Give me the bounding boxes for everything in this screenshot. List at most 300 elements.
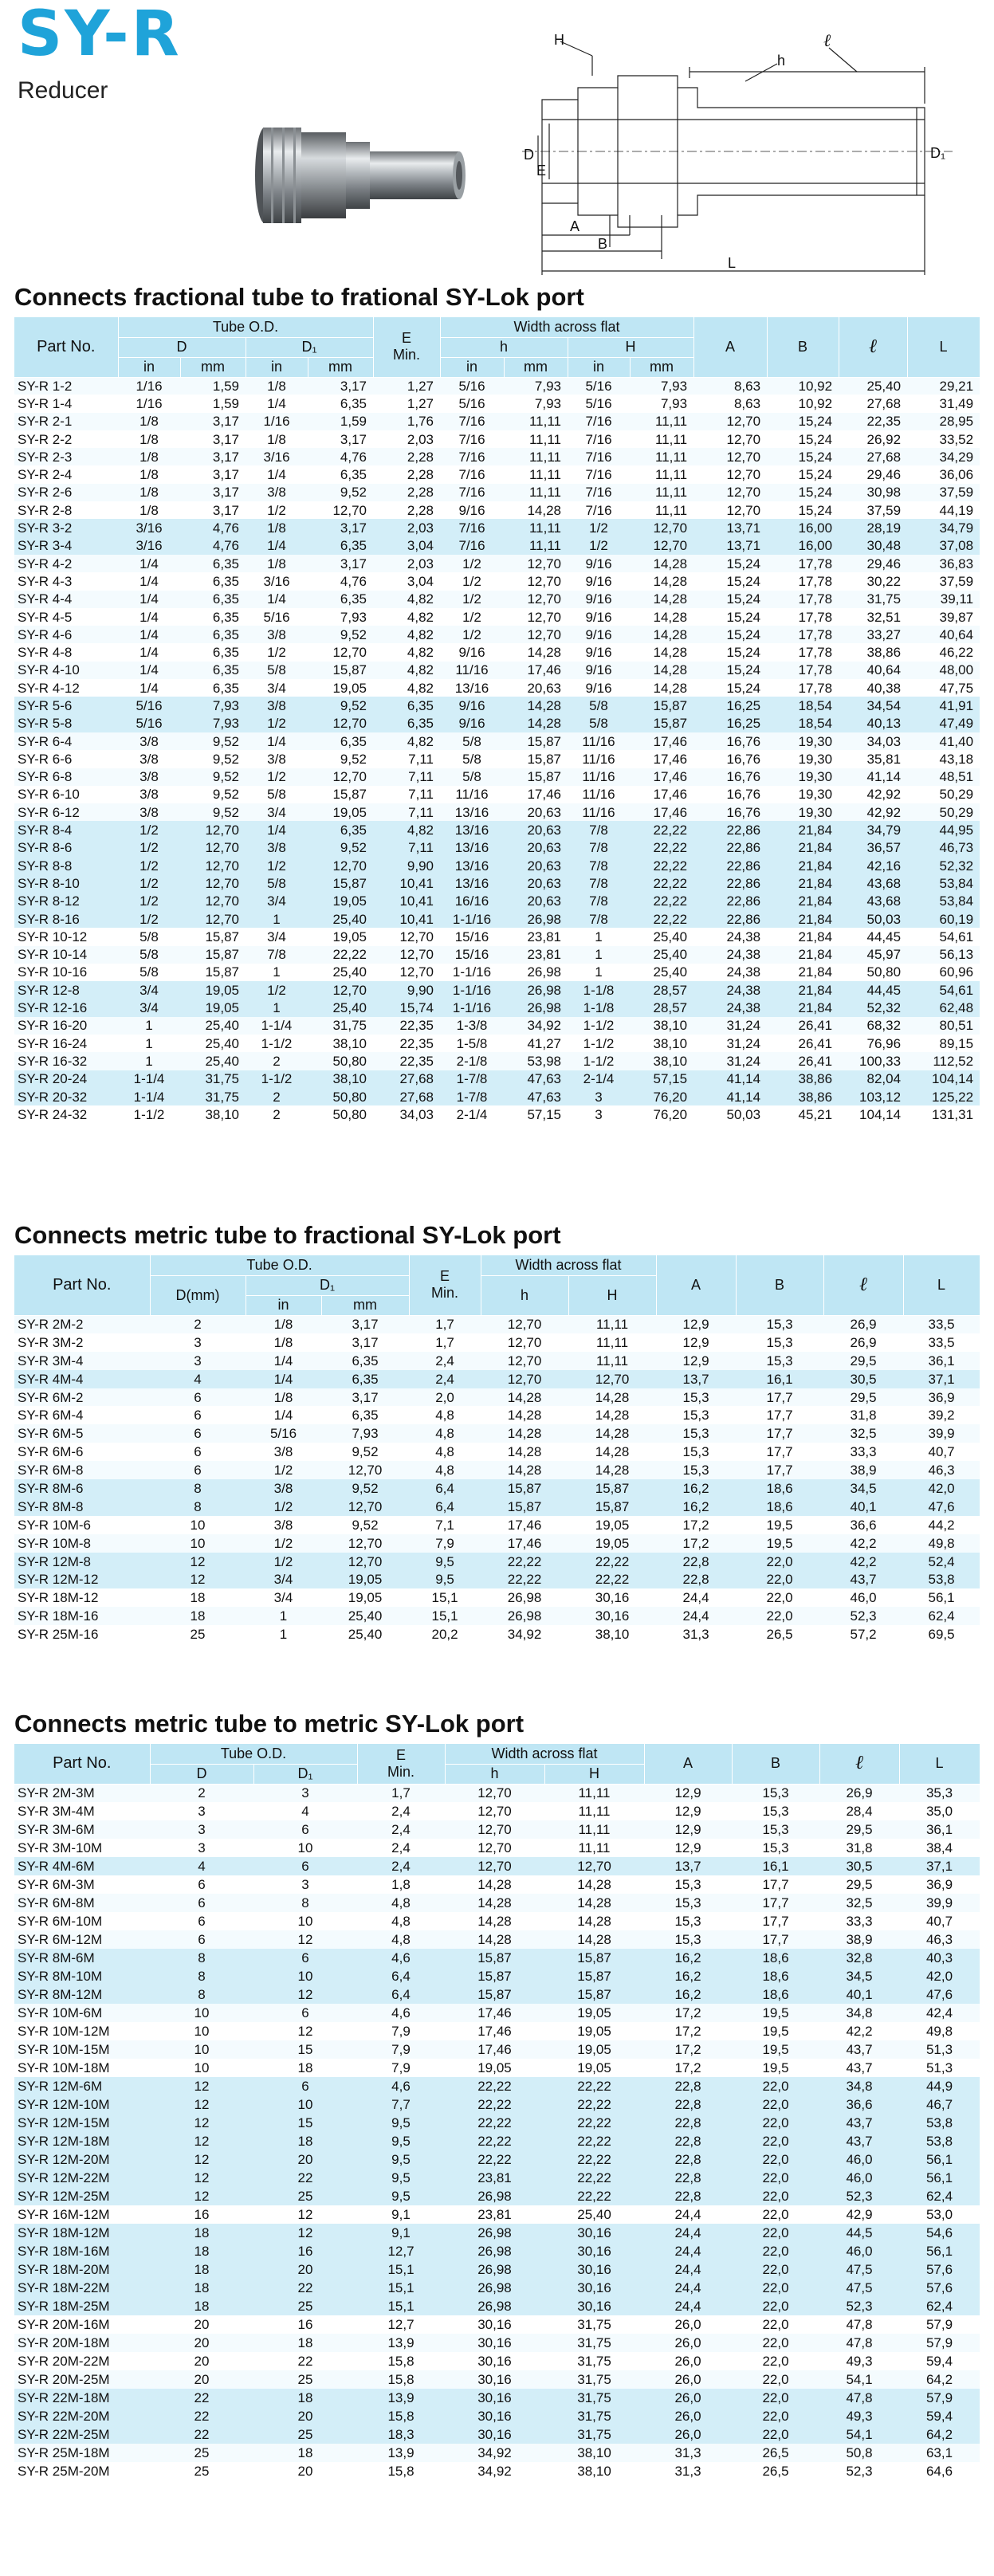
table-row xyxy=(14,893,980,910)
part-number-cell: SY-R 6-4 xyxy=(14,732,118,750)
table-cell: 12,70 xyxy=(504,626,568,643)
table-cell: 9,52 xyxy=(308,839,373,857)
table-cell: 50,03 xyxy=(693,1105,767,1123)
table-row xyxy=(14,1424,980,1443)
table-cell: 14,28 xyxy=(630,662,693,679)
table-cell: 34,03 xyxy=(839,732,907,750)
table-cell: 15,3 xyxy=(656,1443,736,1461)
table-cell: 34,03 xyxy=(373,1105,440,1123)
table-cell: 3 xyxy=(150,1333,246,1352)
table-cell: 100,33 xyxy=(839,1052,907,1070)
table-cell: 31,49 xyxy=(907,395,980,412)
table-cell: 16 xyxy=(253,2315,357,2334)
table-cell: 18,54 xyxy=(767,697,839,714)
table-cell: 27,68 xyxy=(839,395,907,412)
table-cell: 15,87 xyxy=(630,715,693,732)
part-number-cell: SY-R 3M-6M xyxy=(14,1820,150,1839)
table-cell: 16,00 xyxy=(767,537,839,555)
table-cell: 1/2 xyxy=(440,608,504,626)
table-cell: 12,70 xyxy=(693,430,767,448)
table-cell: 15,3 xyxy=(644,1912,732,1930)
table-cell: 37,59 xyxy=(907,572,980,590)
table-cell: 11,11 xyxy=(544,1802,644,1820)
part-number-cell: SY-R 1-4 xyxy=(14,395,118,412)
table-cell: 80,51 xyxy=(907,1017,980,1035)
table-cell: 3/4 xyxy=(246,679,308,697)
table-cell: 14,28 xyxy=(568,1406,656,1424)
table-cell: 31,8 xyxy=(819,1839,899,1857)
table-cell: 26,0 xyxy=(644,2370,732,2389)
table-cell: 15/16 xyxy=(440,946,504,964)
table-row xyxy=(14,1588,980,1607)
table-row xyxy=(14,1370,980,1388)
header-h: h xyxy=(481,1275,568,1315)
part-number-cell: SY-R 10M-15M xyxy=(14,2040,150,2059)
table-cell: 15 xyxy=(253,2114,357,2132)
table-cell: 12,70 xyxy=(445,1839,544,1857)
table-cell: 25,40 xyxy=(630,946,693,964)
table-cell: 52,32 xyxy=(839,999,907,1016)
table-cell: 22,0 xyxy=(732,2242,819,2260)
table-cell: 2-1/4 xyxy=(440,1105,504,1123)
table-cell: 6 xyxy=(253,1949,357,1967)
table-cell: 3,17 xyxy=(308,430,373,448)
table-cell: 16,76 xyxy=(693,786,767,803)
table-cell: 42,2 xyxy=(823,1553,903,1571)
table-cell: 22,8 xyxy=(644,2132,732,2150)
table-cell: 60,96 xyxy=(907,964,980,981)
table-cell: 46,0 xyxy=(819,2150,899,2169)
table-row xyxy=(14,519,980,536)
table-cell: 7/8 xyxy=(568,910,630,928)
table-cell: 12 xyxy=(150,2095,253,2114)
table-cell: 23,81 xyxy=(504,928,568,945)
table-row xyxy=(14,2352,980,2370)
table-cell: 15,24 xyxy=(693,591,767,608)
table-cell: 1/4 xyxy=(246,395,308,412)
table-cell: 1-1/2 xyxy=(568,1035,630,1052)
table-cell: 22,0 xyxy=(732,2334,819,2352)
table-cell: 15,1 xyxy=(357,2260,445,2279)
table-cell: 20,63 xyxy=(504,857,568,874)
table-cell: 15,87 xyxy=(445,1985,544,2004)
table-cell: 49,8 xyxy=(903,1534,980,1553)
table-cell: 11/16 xyxy=(568,786,630,803)
table-cell: 2,4 xyxy=(357,1820,445,1839)
table-cell: 38,10 xyxy=(180,1105,246,1123)
table-cell: 2-1/8 xyxy=(440,1052,504,1070)
table-cell: 47,8 xyxy=(819,2389,899,2407)
table-cell: 26,98 xyxy=(504,910,568,928)
table-cell: 6,4 xyxy=(357,1985,445,2004)
table-cell: 56,13 xyxy=(907,946,980,964)
part-number-cell: SY-R 3M-4M xyxy=(14,1802,150,1820)
table-cell: 7,93 xyxy=(630,395,693,412)
table-cell: 1/4 xyxy=(246,821,308,838)
table-cell: 62,48 xyxy=(907,999,980,1016)
table-cell: 19,05 xyxy=(321,1588,409,1607)
table-cell: 13/16 xyxy=(440,803,504,821)
table-row xyxy=(14,1461,980,1479)
table-cell: 7,9 xyxy=(409,1534,481,1553)
table-cell: 18 xyxy=(253,2389,357,2407)
table-cell: 4,76 xyxy=(308,572,373,590)
table-cell: 17,78 xyxy=(767,679,839,697)
table-cell: 7,93 xyxy=(180,697,246,714)
table-cell: 50,80 xyxy=(308,1105,373,1123)
table2-body xyxy=(14,1315,980,1643)
table-cell: 26,98 xyxy=(445,2224,544,2242)
table-cell: 3 xyxy=(150,1802,253,1820)
table-cell: 64,6 xyxy=(899,2462,980,2480)
table-cell: 20,63 xyxy=(504,803,568,821)
table-cell: 19,5 xyxy=(732,2040,819,2059)
table-cell: 1-7/8 xyxy=(440,1070,504,1088)
table-cell: 20,63 xyxy=(504,874,568,892)
part-number-cell: SY-R 3-2 xyxy=(14,519,118,536)
table-cell: 14,28 xyxy=(544,1930,644,1949)
table-cell: 1/4 xyxy=(246,537,308,555)
table-cell: 1,76 xyxy=(373,413,440,430)
part-number-cell: SY-R 2M-3M xyxy=(14,1784,150,1802)
table-cell: 34,92 xyxy=(481,1625,568,1643)
table-cell: 40,7 xyxy=(903,1443,980,1461)
table-cell: 13,71 xyxy=(693,519,767,536)
table-cell: 1-1/2 xyxy=(246,1070,308,1088)
table-cell: 15,1 xyxy=(357,2279,445,2297)
table-cell: 1-3/8 xyxy=(440,1017,504,1035)
table-cell: 15,1 xyxy=(357,2297,445,2315)
header-L: L xyxy=(899,1744,980,1784)
table-cell: 31,75 xyxy=(544,2425,644,2444)
table-cell: 42,92 xyxy=(839,803,907,821)
table-cell: 1/2 xyxy=(246,1534,321,1553)
table-cell: 62,4 xyxy=(899,2297,980,2315)
table-cell: 1/2 xyxy=(246,1461,321,1479)
table-cell: 12,70 xyxy=(630,519,693,536)
table-cell: 8 xyxy=(253,1894,357,1912)
table-cell: 22,8 xyxy=(644,2095,732,2114)
table-row xyxy=(14,964,980,981)
table-cell: 6 xyxy=(150,1424,246,1443)
table-cell: 3,17 xyxy=(180,430,246,448)
table-cell: 24,38 xyxy=(693,999,767,1016)
table-cell: 21,84 xyxy=(767,857,839,874)
table-cell: 3 xyxy=(253,1875,357,1894)
table-cell: 4,82 xyxy=(373,662,440,679)
table-cell: 3/8 xyxy=(118,768,180,786)
table-cell: 53,84 xyxy=(907,893,980,910)
table-cell: 25 xyxy=(150,2462,253,2480)
table-row xyxy=(14,465,980,483)
table-cell: 36,83 xyxy=(907,555,980,572)
table-cell: 15,87 xyxy=(568,1479,656,1498)
table-cell: 63,1 xyxy=(899,2444,980,2462)
table-cell: 46,0 xyxy=(819,2242,899,2260)
table-cell: 12,70 xyxy=(693,448,767,465)
table-cell: 38,10 xyxy=(630,1035,693,1052)
table-cell: 15,87 xyxy=(568,1498,656,1516)
table-cell: 4,82 xyxy=(373,821,440,838)
table-cell: 31,75 xyxy=(544,2315,644,2334)
table-cell: 43,68 xyxy=(839,874,907,892)
table-cell: 11,11 xyxy=(544,1784,644,1802)
part-number-cell: SY-R 4-10 xyxy=(14,662,118,679)
part-number-cell: SY-R 10-14 xyxy=(14,946,118,964)
part-number-cell: SY-R 4-8 xyxy=(14,643,118,661)
table-cell: 22,22 xyxy=(630,910,693,928)
table-cell: 26,92 xyxy=(839,430,907,448)
table-cell: 12,70 xyxy=(445,1784,544,1802)
table-cell: 38,4 xyxy=(899,1839,980,1857)
table-row xyxy=(14,1570,980,1588)
table-cell: 9,52 xyxy=(308,484,373,501)
table-cell: 15,3 xyxy=(736,1333,823,1352)
table-cell: 59,4 xyxy=(899,2407,980,2425)
table-cell: 1/2 xyxy=(246,715,308,732)
table-cell: 22,0 xyxy=(732,2150,819,2169)
table-cell: 33,3 xyxy=(819,1912,899,1930)
header-d1: D₁ xyxy=(246,337,373,357)
table-cell: 3/4 xyxy=(118,981,180,999)
table-row xyxy=(14,946,980,964)
table-cell: 6,35 xyxy=(180,608,246,626)
table-cell: 30,16 xyxy=(544,2279,644,2297)
table-cell: 44,19 xyxy=(907,501,980,519)
part-number-cell: SY-R 18M-12M xyxy=(14,2224,150,2242)
table-row xyxy=(14,2224,980,2242)
table-cell: 9,52 xyxy=(180,786,246,803)
table-row xyxy=(14,768,980,786)
table-cell: 11,11 xyxy=(568,1315,656,1333)
table-cell: 29,5 xyxy=(819,1875,899,1894)
table-cell: 34,79 xyxy=(839,821,907,838)
table-cell: 9/16 xyxy=(440,501,504,519)
table-cell: 17,46 xyxy=(630,768,693,786)
part-number-cell: SY-R 10M-8 xyxy=(14,1534,150,1553)
table-cell: 42,4 xyxy=(899,2004,980,2022)
part-number-cell: SY-R 18M-12 xyxy=(14,1588,150,1607)
table-cell: 24,4 xyxy=(644,2205,732,2224)
table-row xyxy=(14,839,980,857)
table-cell: 17,78 xyxy=(767,643,839,661)
table-cell: 34,8 xyxy=(819,2077,899,2095)
table-cell: 15,8 xyxy=(357,2462,445,2480)
table-cell: 41,14 xyxy=(693,1088,767,1105)
table-cell: 4 xyxy=(253,1802,357,1820)
table-cell: 13/16 xyxy=(440,679,504,697)
table-cell: 48,00 xyxy=(907,662,980,679)
table-cell: 30,5 xyxy=(823,1370,903,1388)
table-cell: 7/16 xyxy=(440,448,504,465)
part-number-cell: SY-R 8M-10M xyxy=(14,1967,150,1985)
table-cell: 25 xyxy=(253,2297,357,2315)
part-number-cell: SY-R 18M-20M xyxy=(14,2260,150,2279)
table-cell: 5/16 xyxy=(246,1424,321,1443)
table-cell: 14,28 xyxy=(445,1894,544,1912)
part-number-cell: SY-R 6M-8M xyxy=(14,1894,150,1912)
table-cell: 17,7 xyxy=(732,1930,819,1949)
table-cell: 15,24 xyxy=(693,572,767,590)
table-cell: 5/16 xyxy=(118,697,180,714)
table-cell: 51,3 xyxy=(899,2040,980,2059)
part-number-cell: SY-R 6M-12M xyxy=(14,1930,150,1949)
table-row xyxy=(14,2004,980,2022)
table-cell: 31,75 xyxy=(544,2370,644,2389)
table-row xyxy=(14,413,980,430)
table-cell: 26,0 xyxy=(644,2425,732,2444)
table-cell: 13,71 xyxy=(693,537,767,555)
table-cell: 20 xyxy=(253,2260,357,2279)
table-cell: 33,52 xyxy=(907,430,980,448)
table-cell: 14,28 xyxy=(481,1443,568,1461)
part-number-cell: SY-R 25M-16 xyxy=(14,1625,150,1643)
table-row xyxy=(14,1105,980,1123)
table-cell: 1/4 xyxy=(246,1370,321,1388)
table-cell: 21,84 xyxy=(767,928,839,945)
table-cell: 22,0 xyxy=(732,2425,819,2444)
table-row xyxy=(14,679,980,697)
table-cell: 35,81 xyxy=(839,750,907,768)
table-cell: 22,8 xyxy=(644,2114,732,2132)
table-cell: 1/8 xyxy=(246,430,308,448)
header-unit-in: in xyxy=(568,357,630,377)
table-cell: 2,4 xyxy=(409,1352,481,1370)
table-cell: 36,9 xyxy=(903,1388,980,1407)
table-cell: 4,6 xyxy=(357,1949,445,1967)
table-cell: 4,8 xyxy=(409,1461,481,1479)
table-cell: 22,0 xyxy=(732,2095,819,2114)
table-cell: 4,82 xyxy=(373,643,440,661)
table-cell: 38,10 xyxy=(308,1070,373,1088)
table-cell: 7,93 xyxy=(308,608,373,626)
table-cell: 47,49 xyxy=(907,715,980,732)
table-cell: 18 xyxy=(150,2242,253,2260)
table-cell: 46,3 xyxy=(899,1930,980,1949)
table-cell: 15,8 xyxy=(357,2407,445,2425)
table-cell: 11/16 xyxy=(568,750,630,768)
table-cell: 37,59 xyxy=(907,484,980,501)
header-d1: D₁ xyxy=(246,1275,409,1295)
table-cell: 26,9 xyxy=(823,1315,903,1333)
table-cell: 1/2 xyxy=(246,1498,321,1516)
table-cell: 20,63 xyxy=(504,839,568,857)
table-cell: 3 xyxy=(253,1784,357,1802)
table-cell: 1-1/2 xyxy=(246,1035,308,1052)
table-cell: 36,06 xyxy=(907,465,980,483)
header-unit-mm: mm xyxy=(630,357,693,377)
table-row xyxy=(14,2059,980,2077)
table-cell: 9/16 xyxy=(440,643,504,661)
table-cell: 19,05 xyxy=(568,1534,656,1553)
table-cell: 19,05 xyxy=(445,2059,544,2077)
table-cell: 37,59 xyxy=(839,501,907,519)
part-number-cell: SY-R 6M-3M xyxy=(14,1875,150,1894)
table-cell: 36,6 xyxy=(823,1516,903,1534)
table-cell: 3/8 xyxy=(118,803,180,821)
table-cell: 40,13 xyxy=(839,715,907,732)
table-cell: 18,3 xyxy=(357,2425,445,2444)
table-cell: 15,87 xyxy=(481,1479,568,1498)
table-cell: 18,6 xyxy=(736,1498,823,1516)
table-row xyxy=(14,2132,980,2150)
table-cell: 39,9 xyxy=(899,1894,980,1912)
table-cell: 3/16 xyxy=(118,519,180,536)
label-A: A xyxy=(570,218,580,234)
table-cell: 15,87 xyxy=(630,697,693,714)
part-number-cell: SY-R 10M-18M xyxy=(14,2059,150,2077)
table-cell: 12,70 xyxy=(321,1461,409,1479)
table-cell: 21,84 xyxy=(767,964,839,981)
table-cell: 10 xyxy=(253,1839,357,1857)
table-cell: 1-7/8 xyxy=(440,1088,504,1105)
table-cell: 17,46 xyxy=(630,786,693,803)
table-cell: 17,78 xyxy=(767,662,839,679)
table-cell: 26,0 xyxy=(644,2315,732,2334)
table2 xyxy=(14,1255,980,1643)
table-cell: 31,3 xyxy=(656,1625,736,1643)
part-number-cell: SY-R 20M-25M xyxy=(14,2370,150,2389)
table-cell: 15,87 xyxy=(180,946,246,964)
table-cell: 12,70 xyxy=(504,572,568,590)
table-cell: 1 xyxy=(246,1607,321,1625)
table-cell: 22,0 xyxy=(732,2169,819,2187)
part-number-cell: SY-R 20-32 xyxy=(14,1088,118,1105)
table-cell: 5/8 xyxy=(246,662,308,679)
table-cell: 89,15 xyxy=(907,1035,980,1052)
table-cell: 15,3 xyxy=(736,1352,823,1370)
table-cell: 17,46 xyxy=(504,662,568,679)
table-cell: 57,15 xyxy=(504,1105,568,1123)
header-unit-mm: mm xyxy=(308,357,373,377)
table-cell: 17,46 xyxy=(630,803,693,821)
table-cell: 18 xyxy=(253,2444,357,2462)
table-cell: 15,1 xyxy=(409,1607,481,1625)
table-cell: 16 xyxy=(150,2205,253,2224)
table-row xyxy=(14,928,980,945)
table-cell: 44,2 xyxy=(903,1516,980,1534)
table-cell: 9/16 xyxy=(568,608,630,626)
page-title: SY-R xyxy=(18,0,182,70)
table-cell: 45,97 xyxy=(839,946,907,964)
table-cell: 2,03 xyxy=(373,519,440,536)
table-cell: 44,45 xyxy=(839,928,907,945)
table-cell: 15,24 xyxy=(767,448,839,465)
table-cell: 22,0 xyxy=(732,2370,819,2389)
table-cell: 22,0 xyxy=(732,2297,819,2315)
table-cell: 22,86 xyxy=(693,821,767,838)
table-cell: 14,28 xyxy=(568,1443,656,1461)
table-row xyxy=(14,377,980,395)
table-cell: 24,4 xyxy=(656,1588,736,1607)
table-cell: 12 xyxy=(253,1985,357,2004)
part-number-cell: SY-R 10M-6 xyxy=(14,1516,150,1534)
part-number-cell: SY-R 10M-12M xyxy=(14,2022,150,2040)
table-cell: 15,3 xyxy=(732,1802,819,1820)
table-cell: 17,7 xyxy=(736,1443,823,1461)
table-cell: 22,0 xyxy=(732,2279,819,2297)
table-cell: 12,70 xyxy=(308,643,373,661)
table-cell: 15,3 xyxy=(644,1894,732,1912)
table-cell: 22,22 xyxy=(445,2150,544,2169)
table-cell: 30,16 xyxy=(445,2315,544,2334)
table-cell: 22,86 xyxy=(693,893,767,910)
table-cell: 47,6 xyxy=(899,1985,980,2004)
table-cell: 25,40 xyxy=(180,1017,246,1035)
table-cell: 8 xyxy=(150,1479,246,1498)
table-cell: 43,7 xyxy=(819,2059,899,2077)
table-cell: 26,98 xyxy=(445,2187,544,2205)
